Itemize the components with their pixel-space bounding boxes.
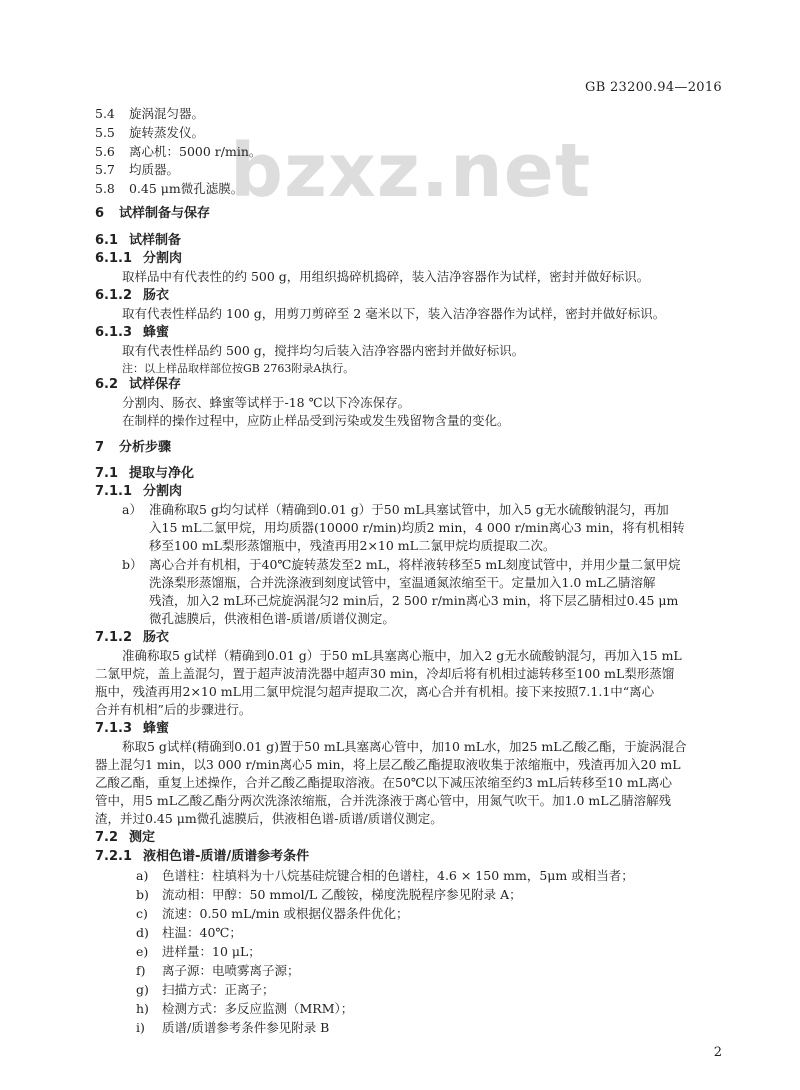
list-item-continuation: 残渣，加入2 mL环己烷旋涡混匀2 min后，2 500 r/min离心3 min，将下层乙腈相过0.45 μm — [149, 593, 679, 608]
subsection-heading: 7.1.2 肠衣 — [95, 630, 170, 645]
list-item-continuation: 入15 mL二氯甲烷，用均质器(10000 r/min)均质2 min，4 000 r/min离心3 min，将有机相转 — [149, 520, 685, 535]
list-item-continuation: 移至100 mL梨形蒸馏瓶中，残渣再用2×10 mL二氯甲烷均质提取二次。 — [149, 538, 556, 553]
paragraph: 准确称取5 g试样（精确到0.01 g）于50 mL具塞离心瓶中，加入2 g无水硫酸钠混匀，再加入15 mL — [122, 648, 682, 663]
list-item: a) 色谱柱：柱填料为十八烷基硅烷键合相的色谱柱，4.6 × 150 mm，5μm 或相当者； — [136, 868, 634, 883]
apparatus-item: 5.5 旋转蒸发仪。 — [95, 125, 205, 140]
paragraph: 取样品中有代表性的约 500 g，用组织捣碎机捣碎，装入洁净容器作为试样，密封并做好标识。 — [122, 269, 650, 284]
apparatus-item: 5.4 旋涡混匀器。 — [95, 106, 205, 121]
section-heading: 6 试样制备与保存 — [95, 206, 211, 221]
standard-code: GB 23200.94—2016 — [585, 80, 722, 95]
paragraph: 称取5 g试样(精确到0.01 g)置于50 mL具塞离心管中，加10 mL水，加25 mL乙酸乙酯，于旋涡混合 — [122, 739, 687, 754]
list-item-continuation: 洗涤梨形蒸馏瓶，合并洗涤液到刻度试管中，室温通氮浓缩至干。定量加入1.0 mL乙腈溶解 — [149, 575, 656, 590]
subsection-heading: 6.2 试样保存 — [95, 377, 182, 392]
paragraph: 渣，并过0.45 μm微孔滤膜后，供液相色谱-质谱/质谱仪测定。 — [95, 811, 443, 826]
subsection-heading: 6.1.2 肠衣 — [95, 288, 170, 303]
list-item-continuation: 微孔滤膜后，供液相色谱-质谱/质谱仪测定。 — [149, 611, 395, 626]
list-item: c) 流速：0.50 mL/min 或根据仪器条件优化； — [136, 906, 409, 921]
list-item: i) 质谱/质谱参考条件参见附录 B — [136, 1020, 330, 1035]
subsection-heading: 7.2.1 液相色谱-质谱/质谱参考条件 — [95, 849, 310, 864]
paragraph: 二氯甲烷，盖上盖混匀，置于超声波清洗器中超声30 min，冷却后将有机相过滤转移至100 mL梨形蒸馏 — [95, 666, 675, 681]
paragraph: 取有代表性样品约 100 g，用剪刀剪碎至 2 毫米以下，装入洁净容器作为试样，密封并做好标识。 — [122, 306, 666, 321]
paragraph: 器上混匀1 min，以3 000 r/min离心5 min，将上层乙酸乙酯提取液收集于浓缩瓶中，残渣再加入20 mL — [95, 757, 681, 772]
subsection-heading: 7.1.3 蜂蜜 — [95, 721, 170, 736]
subsection-heading: 6.1 试样制备 — [95, 233, 182, 248]
list-item: e) 进样量：10 μL； — [136, 944, 261, 959]
paragraph: 管中，用5 mL乙酸乙酯分两次洗涤浓缩瓶，合并洗涤液于离心管中，用氮气吹干。加1.0 mL乙腈溶解残 — [95, 793, 672, 808]
watermark: bzxz.net — [230, 128, 592, 214]
subsection-heading: 7.2 测定 — [95, 830, 156, 845]
paragraph: 瓶中，残渣再用2×10 mL用二氯甲烷混匀超声提取二次，离心合并有机相。接下来按照7.1.1中“离心 — [95, 684, 655, 699]
subsection-heading: 7.1.1 分割肉 — [95, 484, 183, 499]
apparatus-item: 5.8 0.45 μm微孔滤膜。 — [95, 181, 244, 196]
subsection-heading: 7.1 提取与净化 — [95, 466, 195, 481]
subsection-heading: 6.1.1 分割肉 — [95, 251, 183, 266]
list-item: b) 流动相：甲醇：50 mmol/L 乙酸铵，梯度洗脱程序参见附录 A； — [136, 887, 522, 902]
apparatus-item: 5.6 离心机：5000 r/min。 — [95, 144, 262, 159]
list-item: f) 离子源：电喷雾离子源； — [136, 963, 300, 978]
page-number: 2 — [713, 1045, 722, 1060]
list-item: b） 离心合并有机相，于40℃旋转蒸发至2 mL，将样液转移至5 mL刻度试管中，并用少量二氯甲烷 — [122, 557, 681, 572]
list-item: a） 准确称取5 g均匀试样（精确到0.01 g）于50 mL具塞试管中，加入5 g无水硫酸钠混匀，再加 — [122, 502, 669, 517]
list-item: d) 柱温：40℃； — [136, 925, 242, 940]
paragraph: 在制样的操作过程中，应防止样品受到污染或发生残留物含量的变化。 — [122, 413, 510, 428]
paragraph: 乙酸乙酯，重复上述操作，合并乙酸乙酯提取溶液。在50℃以下减压浓缩至约3 mL后转移至10 mL离心 — [95, 775, 673, 790]
note: 注：以上样品取样部位按GB 2763附录A执行。 — [122, 362, 355, 375]
paragraph: 分割肉、肠衣、蜂蜜等试样于-18 ℃以下冷冻保存。 — [122, 395, 411, 410]
apparatus-item: 5.7 均质器。 — [95, 162, 180, 177]
subsection-heading: 6.1.3 蜂蜜 — [95, 325, 170, 340]
paragraph: 合并有机相”后的步骤进行。 — [95, 702, 252, 717]
section-heading: 7 分析步骤 — [95, 440, 172, 455]
list-item: g) 扫描方式：正离子； — [136, 982, 275, 997]
list-item: h) 检测方式：多反应监测（MRM）； — [136, 1001, 354, 1016]
paragraph: 取有代表性样品约 500 g，搅拌均匀后装入洁净容器内密封并做好标识。 — [122, 343, 525, 358]
